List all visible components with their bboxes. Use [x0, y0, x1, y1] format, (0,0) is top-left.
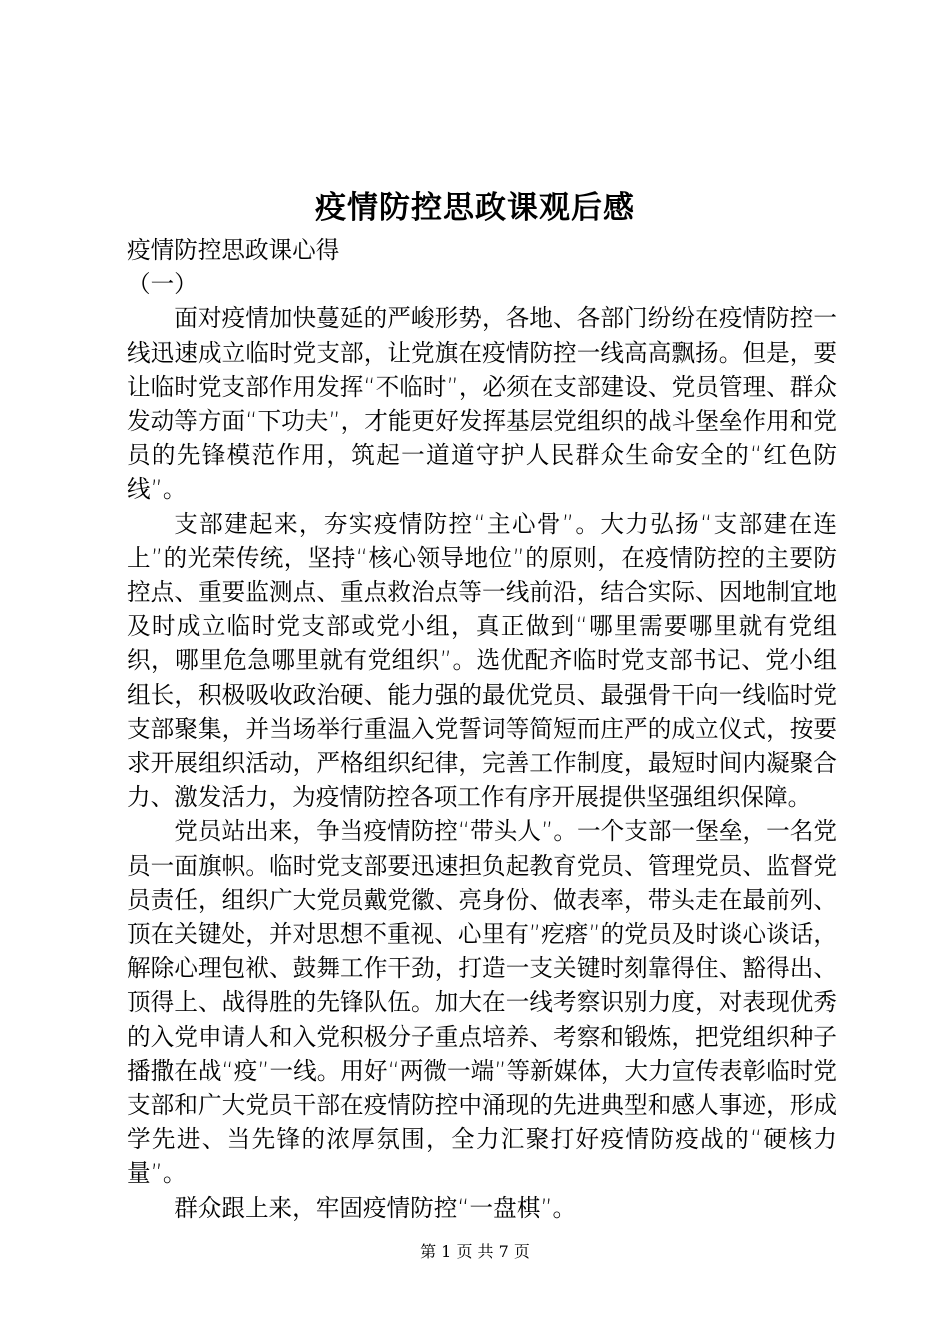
paragraph-2: 支部建起来，夯实疫情防控“主心骨”。大力弘扬“支部建在连上”的光荣传统，坚持“核心领导地位”的原则，在疫情防控的主要防控点、重要监测点、重点救治点等一线前沿，结合实际、因地制宜地及时成立临时党支部或党小组，真正做到“哪里需要哪里就有党组织，哪里危急哪里就有党组织”。选优配齐临时党支部书记、党小组组长，积极吸收政治硬、能力强的最优党员、最强骨干向一线临时党支部聚集，并当场举行重温入党誓词等简短而庄严的成立仪式，按要求开展组织活动，严格组织纪律，完善工作制度，最短时间内凝聚合力、激发活力，为疫情防控各项工作有序开展提供坚强组织保障。 [127, 509, 837, 812]
document-title: 疫情防控思政课观后感 [315, 190, 635, 226]
paragraph-3: 党员站出来，争当疫情防控“带头人”。一个支部一堡垒，一名党员一面旗帜。临时党支部要迅速担负起教育党员、管理党员、监督党员责任，组织广大党员戴党徽、亮身份、做表率，带头走在最前列、顶在关键处，并对思想不重视、心里有”疙瘩”的党员及时谈心谈话，解除心理包袱、鼓舞工作干劲，打造一支关键时刻靠得住、豁得出、顶得上、战得胜的先锋队伍。加大在一线考察识别力度，对表现优秀的入党申请人和入党积极分子重点培养、考察和锻炼，把党组织种子播撒在战“疫”一线。用好“两微一端”等新媒体，大力宣传表彰临时党支部和广大党员干部在疫情防控中涌现的先进典型和感人事迹，形成学先进、当先锋的浓厚氛围，全力汇聚打好疫情防疫战的“硬核力量”。 [127, 817, 837, 1188]
document-subtitle: 疫情防控思政课心得 [127, 236, 340, 264]
document-body [127, 233, 837, 1225]
page-footer: 第 1 页 共 7 页 [420, 1242, 530, 1261]
section-number: （一） [127, 270, 198, 299]
paragraph-1: 面对疫情加快蔓延的严峻形势，各地、各部门纷纷在疫情防控一线迅速成立临时党支部，让党旗在疫情防控一线高高飘扬。但是，要让临时党支部作用发挥“不临时”，必须在支部建设、党员管理、群众发动等方面“下功夫”，才能更好发挥基层党组织的战斗堡垒作用和党员的先锋模范作用，筑起一道道守护人民群众生命安全的“红色防线”。 [127, 304, 837, 504]
paragraph-4: 群众跟上来，牢固疫情防控“一盘棋”。 [174, 1193, 577, 1222]
